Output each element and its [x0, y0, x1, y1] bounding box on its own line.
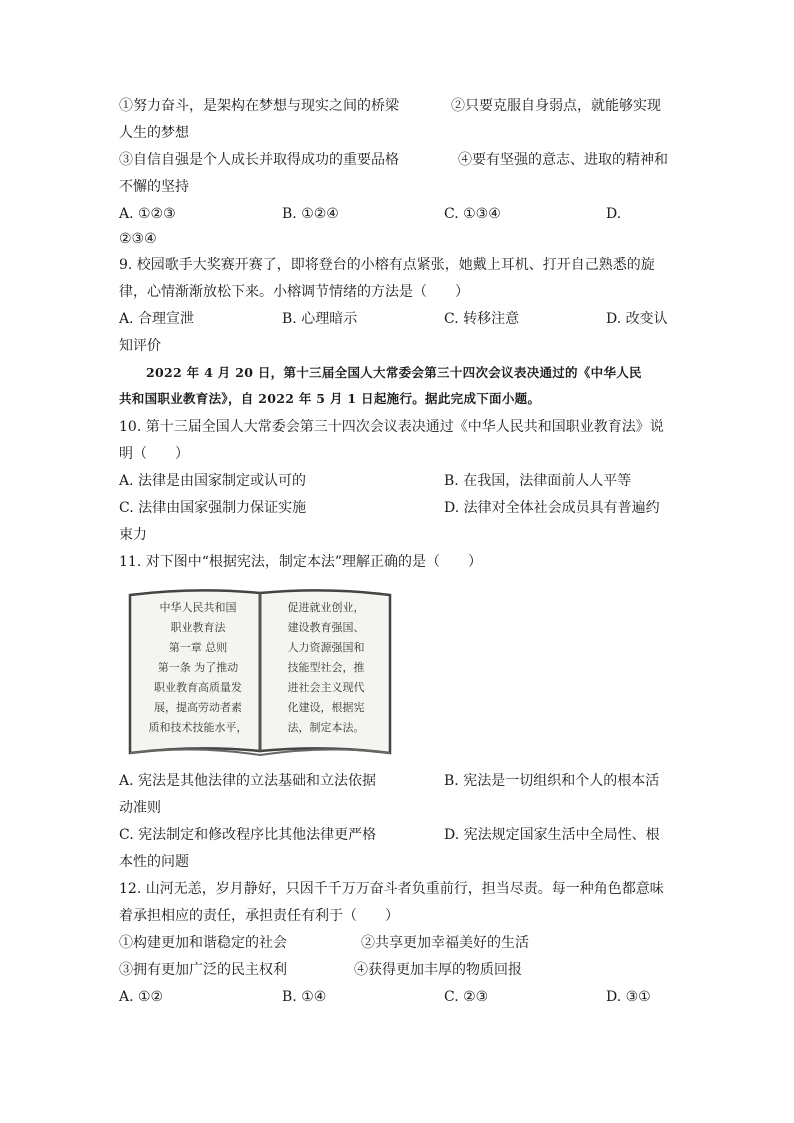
q9-stem-line-1: 9. 校园歌手大奖赛开赛了，即将登台的小榕有点紧张，她戴上耳机、打开自己熟悉的旋: [119, 257, 655, 273]
q8-statement-3: ③自信自强是个人成长并取得成功的重要品格: [119, 152, 399, 168]
passage-line-1: 2022 年 4 月 20 日，第十三届全国人大常委会第三十四次会议表决通过的《中华人民: [146, 365, 642, 380]
book-left-line-2: 职业教育法: [170, 621, 226, 634]
q11-option-d[interactable]: D. 宪法规定国家生活中全局性、根: [444, 827, 660, 843]
q12-statement-2: ②共享更加幸福美好的生活: [361, 935, 529, 951]
q12-statement-3: ③拥有更加广泛的民主权利: [119, 962, 287, 978]
passage-line-2: 共和国职业教育法》，自 2022 年 5 月 1 日起施行。据此完成下面小题。: [119, 391, 541, 406]
q10-option-c[interactable]: C. 法律由国家强制力保证实施: [119, 500, 307, 516]
q9-option-d[interactable]: D. 改变认: [606, 311, 668, 327]
q11-option-b-cont: 动准则: [119, 800, 161, 816]
q12-option-b[interactable]: B. ①④: [282, 989, 327, 1005]
law-book-image: [126, 585, 394, 757]
q9-stem-line-2: 律，心情渐渐放松下来。小榕调节情绪的方法是（ ）: [119, 284, 469, 300]
q8-statement-2: ②只要克服自身弱点，就能够实现: [451, 98, 661, 114]
book-right-line-6: 化建设，根据宪: [287, 701, 365, 714]
q11-option-d-cont: 本性的问题: [119, 854, 189, 870]
q8-statement-4-cont: 不懈的坚持: [119, 179, 189, 195]
book-left-line-1: 中华人民共和国: [159, 601, 237, 614]
q8-option-a[interactable]: A. ①②③: [119, 206, 176, 222]
q11-option-a[interactable]: A. 宪法是其他法律的立法基础和立法依据: [119, 773, 377, 789]
q11-option-c[interactable]: C. 宪法制定和修改程序比其他法律更严格: [119, 827, 377, 843]
q12-option-a[interactable]: A. ①②: [119, 989, 164, 1005]
q8-statement-1: ①努力奋斗，是架构在梦想与现实之间的桥梁: [119, 98, 399, 114]
book-right-line-1: 促进就业创业，: [287, 601, 365, 614]
q10-stem-line-1: 10. 第十三届全国人大常委会第三十四次会议表决通过《中华人民共和国职业教育法》说: [119, 419, 664, 435]
q8-option-d[interactable]: D.: [606, 206, 622, 222]
q10-stem-line-2: 明（ ）: [119, 446, 189, 462]
q8-option-d-cont: ②③④: [119, 231, 157, 247]
q12-statement-4: ④获得更加丰厚的物质回报: [354, 962, 522, 978]
q8-option-b[interactable]: B. ①②④: [282, 206, 339, 222]
q12-stem-line-2: 着承担相应的责任，承担责任有利于（ ）: [119, 908, 399, 924]
q9-option-d-cont: 知评价: [119, 338, 161, 354]
book-right-line-5: 进社会主义现代: [287, 681, 365, 694]
book-left-line-5: 职业教育高质量发: [154, 681, 242, 694]
q11-option-b[interactable]: B. 宪法是一切组织和个人的根本活: [444, 773, 660, 789]
q9-option-b[interactable]: B. 心理暗示: [282, 311, 358, 327]
book-right-line-3: 人力资源强国和: [287, 641, 365, 654]
q10-option-d[interactable]: D. 法律对全体社会成员具有普遍约: [444, 500, 660, 516]
book-right-line-7: 法，制定本法。: [287, 721, 365, 734]
q10-option-d-cont: 束力: [119, 527, 147, 543]
q12-option-c[interactable]: C. ②③: [444, 989, 489, 1005]
book-left-line-6: 展，提高劳动者素: [154, 701, 242, 714]
q9-option-a[interactable]: A. 合理宣泄: [119, 311, 195, 327]
q11-stem: 11. 对下图中“根据宪法，制定本法”理解正确的是（ ）: [119, 554, 483, 570]
book-left-line-3: 第一章 总则: [168, 641, 228, 654]
book-right-line-2: 建设教育强国、: [287, 621, 365, 634]
q10-option-b[interactable]: B. 在我国，法律面前人人平等: [444, 473, 632, 489]
book-left-line-7: 质和技术技能水平，: [148, 721, 248, 734]
book-left-line-4: 第一条 为了推动: [157, 661, 239, 674]
q12-option-d[interactable]: D. ③①: [606, 989, 651, 1005]
q9-option-c[interactable]: C. 转移注意: [444, 311, 520, 327]
q12-statement-1: ①构建更加和谐稳定的社会: [119, 935, 287, 951]
q8-statement-4: ④要有坚强的意志、进取的精神和: [458, 152, 668, 168]
q8-option-c[interactable]: C. ①③④: [444, 206, 501, 222]
q12-stem-line-1: 12. 山河无恙，岁月静好，只因千千万万奋斗者负重前行，担当尽责。每一种角色都意味: [119, 881, 664, 897]
q10-option-a[interactable]: A. 法律是由国家制定或认可的: [119, 473, 307, 489]
book-right-line-4: 技能型社会，推: [287, 661, 365, 674]
q8-statement-2-cont: 人生的梦想: [119, 125, 189, 141]
